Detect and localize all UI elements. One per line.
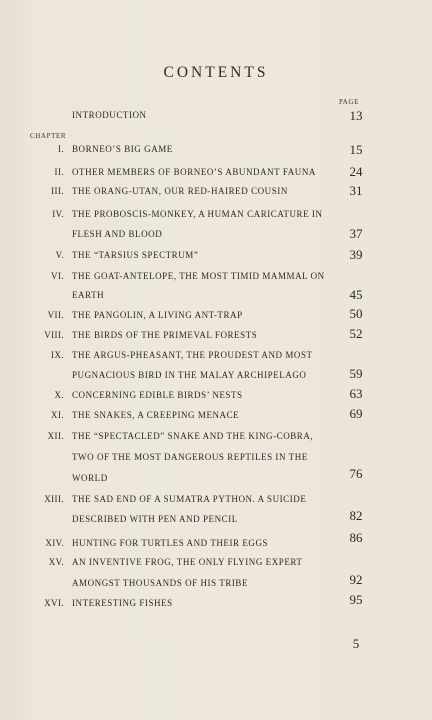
chapter-page-number: 15 — [349, 142, 363, 157]
chapter-numeral: VIII. — [44, 330, 64, 340]
chapter-page-number: 39 — [349, 247, 363, 262]
page-number: 5 — [352, 636, 360, 651]
chapter-numeral: XIII. — [44, 494, 64, 504]
chapter-page-number: 31 — [349, 183, 363, 198]
chapter-numeral: IX. — [51, 350, 64, 360]
chapter-numeral: IV. — [52, 209, 64, 219]
chapter-page-number: 52 — [349, 326, 363, 341]
chapter-title-line: HUNTING FOR TURTLES AND THEIR EGGS — [72, 538, 269, 548]
chapter-numeral: II. — [54, 167, 64, 177]
chapter-page-number: 92 — [349, 572, 363, 587]
chapter-title-line: THE BIRDS OF THE PRIMEVAL FORESTS — [72, 330, 258, 340]
chapter-numeral: XVI. — [44, 598, 64, 608]
chapter-numeral: XIV. — [45, 538, 64, 548]
chapter-page-number: 95 — [349, 592, 363, 607]
chapter-title-line: PUGNACIOUS BIRD IN THE MALAY ARCHIPELAGO — [72, 370, 307, 380]
chapter-page-number: 69 — [349, 406, 363, 421]
introduction-page: 13 — [349, 108, 363, 123]
chapter-title-line: BORNEO’S BIG GAME — [72, 144, 173, 154]
chapter-page-number: 37 — [349, 226, 363, 241]
chapter-title-line: FLESH AND BLOOD — [72, 229, 163, 239]
chapter-title-line: THE “TARSIUS SPECTRUM” — [72, 250, 199, 260]
chapter-page-number: 76 — [349, 466, 363, 481]
introduction-title: INTRODUCTION — [72, 110, 147, 120]
chapter-numeral: XII. — [47, 431, 64, 441]
chapter-numeral: III. — [51, 186, 64, 196]
chapter-page-number: 50 — [349, 306, 363, 321]
chapter-page-number: 45 — [349, 287, 363, 302]
chapter-numeral: V. — [55, 250, 64, 260]
chapter-title-line: THE GOAT-ANTELOPE, THE MOST TIMID MAMMAL ON — [72, 271, 325, 281]
chapter-title-line: EARTH — [72, 290, 105, 300]
chapter-title-line: THE SAD END OF A SUMATRA PYTHON. A SUICIDE — [72, 494, 307, 504]
chapter-column-label: CHAPTER — [30, 132, 67, 140]
chapter-page-number: 24 — [349, 164, 363, 179]
chapter-title-line: THE SNAKES, A CREEPING MENACE — [72, 410, 240, 420]
chapter-page-number: 82 — [349, 508, 363, 523]
chapter-title-line: THE PROBOSCIS-MONKEY, A HUMAN CARICATURE IN — [72, 209, 323, 219]
chapter-title-line: DESCRIBED WITH PEN AND PENCIL — [72, 514, 238, 524]
chapter-title-line: OTHER MEMBERS OF BORNEO’S ABUNDANT FAUNA — [72, 167, 316, 177]
chapter-numeral: VII. — [47, 310, 64, 320]
chapter-title-line: WORLD — [72, 473, 108, 483]
page-column-label: PAGE — [338, 98, 359, 106]
chapter-numeral: XV. — [48, 557, 64, 567]
chapter-title-line: THE ARGUS-PHEASANT, THE PROUDEST AND MOST — [72, 350, 313, 360]
chapter-page-number: 59 — [349, 366, 363, 381]
chapter-page-number: 63 — [349, 386, 363, 401]
chapter-title-line: THE ORANG-UTAN, OUR RED-HAIRED COUSIN — [72, 186, 288, 196]
chapter-title-line: AMONGST THOUSANDS OF HIS TRIBE — [72, 578, 249, 588]
chapter-title-line: AN INVENTIVE FROG, THE ONLY FLYING EXPERT — [72, 557, 303, 567]
chapter-page-number: 86 — [349, 530, 363, 545]
contents-heading: CONTENTS — [163, 64, 269, 81]
chapter-numeral: I. — [57, 144, 64, 154]
chapter-numeral: VI. — [51, 271, 64, 281]
chapter-title-line: CONCERNING EDIBLE BIRDS’ NESTS — [72, 390, 243, 400]
chapter-numeral: X. — [54, 390, 64, 400]
chapter-title-line: TWO OF THE MOST DANGEROUS REPTILES IN THE — [72, 452, 308, 462]
chapter-title-line: THE “SPECTACLED” SNAKE AND THE KING-COBRA, — [72, 431, 314, 441]
chapter-numeral: XI. — [51, 410, 64, 420]
chapter-title-line: THE PANGOLIN, A LIVING ANT-TRAP — [72, 310, 243, 320]
chapter-title-line: INTERESTING FISHES — [72, 598, 173, 608]
